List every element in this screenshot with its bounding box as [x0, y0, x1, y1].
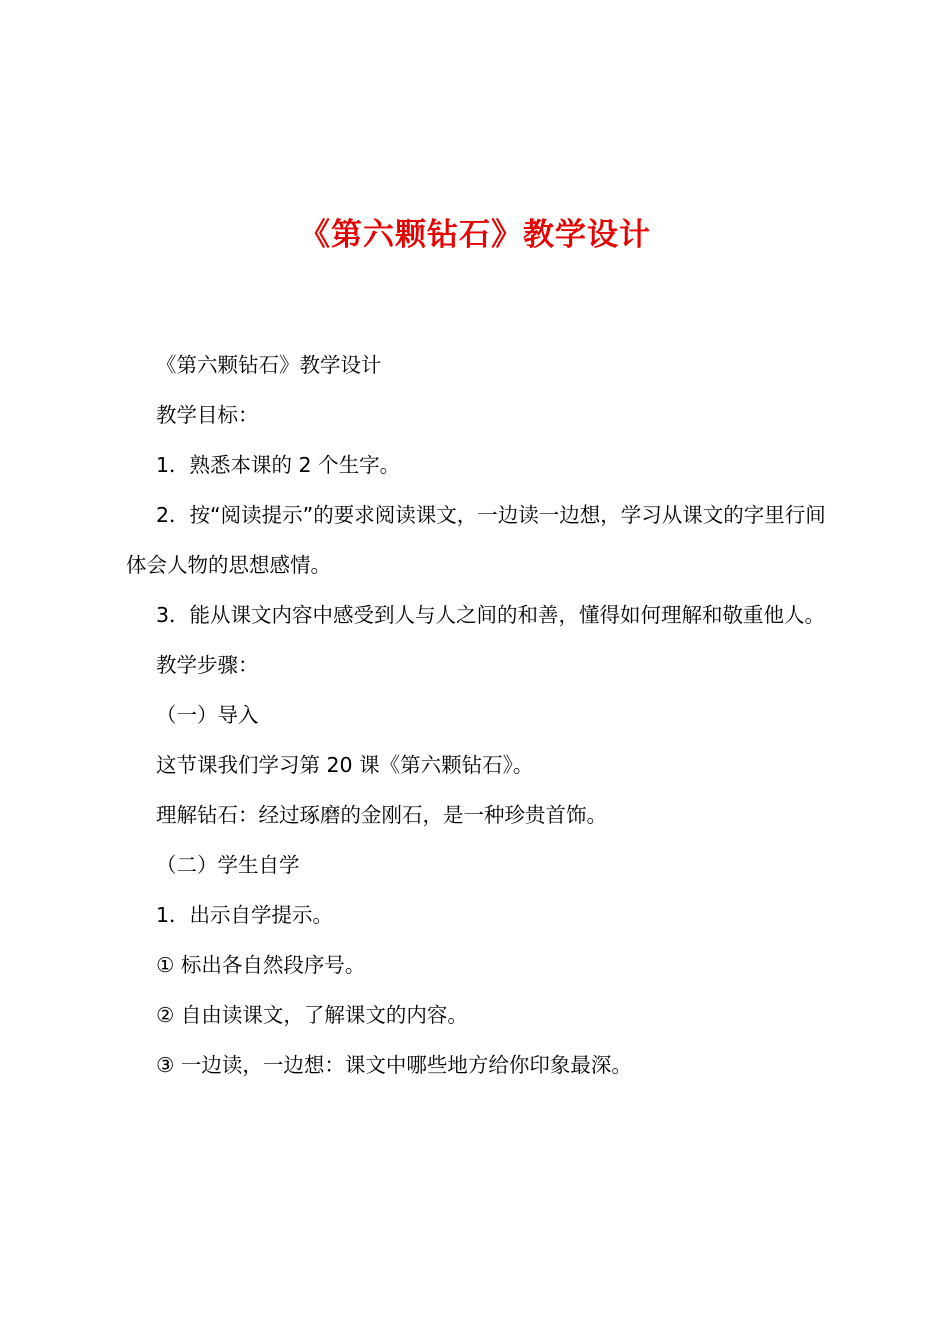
paragraph-teaching-goals: 教学目标： — [156, 403, 259, 427]
document-title: 《第六颗钻石》教学设计 — [299, 217, 651, 253]
paragraph-step-self-study: （二）学生自学 — [156, 853, 300, 877]
document-body — [126, 340, 836, 1090]
paragraph-goal-1: 1．熟悉本课的 2 个生字。 — [156, 453, 401, 477]
paragraph-heading: 《第六颗钻石》教学设计 — [156, 353, 382, 377]
paragraph-goal-3: 3．能从课文内容中感受到人与人之间的和善，懂得如何理解和敬重他人。 — [156, 603, 826, 627]
paragraph-goal-2: 2．按“阅读提示”的要求阅读课文，一边读一边想，学习从课文的字里行间体会人物的思想感情。 — [126, 503, 826, 577]
paragraph-self-study-item-1: ① 标出各自然段序号。 — [156, 953, 366, 977]
paragraph-self-study-item-2: ② 自由读课文，了解课文的内容。 — [156, 1003, 468, 1027]
paragraph-diamond-definition: 理解钻石：经过琢磨的金刚石，是一种珍贵首饰。 — [156, 803, 607, 827]
paragraph-self-study-item-3: ③ 一边读，一边想：课文中哪些地方给你印象最深。 — [156, 1053, 632, 1077]
paragraph-teaching-steps: 教学步骤： — [156, 653, 259, 677]
paragraph-step-intro: （一）导入 — [156, 703, 259, 727]
paragraph-intro-text: 这节课我们学习第 20 课《第六颗钻石》。 — [156, 753, 534, 777]
paragraph-self-study-1: 1．出示自学提示。 — [156, 903, 334, 927]
